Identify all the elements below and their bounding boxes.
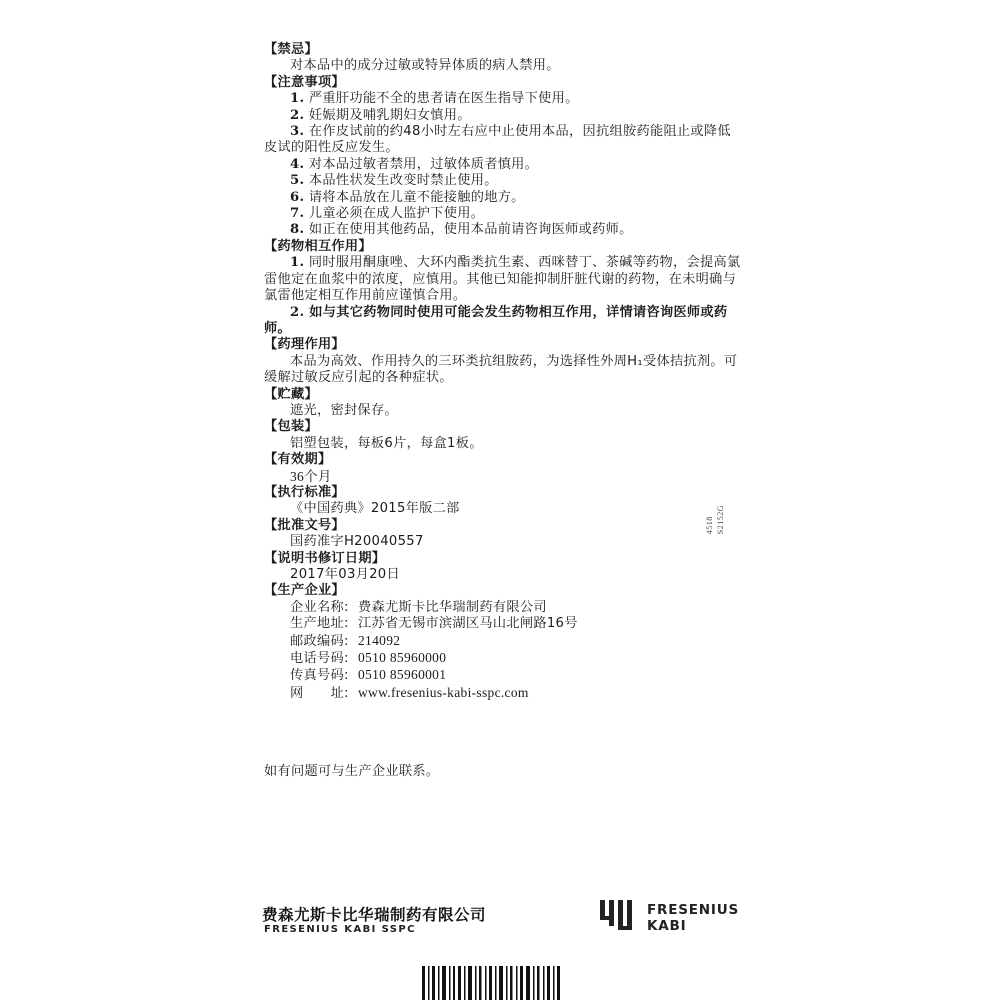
manufacturer-row: 传真号码: 0510 85960001: [290, 667, 447, 684]
precaution-item: 6. 请将本品放在儿童不能接触的地方。: [290, 189, 525, 205]
manufacturer-row: 生产地址: 江苏省无锡市滨湖区马山北闸路16号: [290, 616, 578, 632]
packaging-text: 铝塑包装，每板6片，每盒1板。: [290, 435, 483, 451]
section-heading-shelf-life: 【有效期】: [264, 452, 332, 468]
section-heading-contraindications: 【禁忌】: [264, 42, 318, 57]
precaution-item: 8. 如正在使用其他药品，使用本品前请咨询医师或药师。: [290, 222, 633, 238]
section-heading-storage: 【贮藏】: [264, 386, 318, 402]
precaution-item: 5. 本品性状发生改变时禁止使用。: [290, 173, 498, 189]
company-name-chinese: 费森尤斯卡比华瑞制药有限公司: [262, 906, 487, 924]
precaution-item: 3. 在作皮试前的约48小时左右应中止使用本品，因抗组胺药能阻止或降低皮试的阳性反应发生。: [264, 124, 731, 156]
precaution-item: 4. 对本品过敏者禁用，过敏体质者慎用。: [290, 156, 539, 172]
section-heading-packaging: 【包装】: [264, 419, 318, 435]
leaflet-body: [264, 42, 744, 702]
precaution-item: 2. 妊娠期及哺乳期妇女慎用。: [290, 107, 471, 123]
storage-text: 遮光，密封保存。: [290, 402, 398, 418]
section-heading-approval-number: 【批准文号】: [264, 517, 345, 533]
section-heading-revision-date: 【说明书修订日期】: [264, 550, 386, 566]
pharmacology-text: 本品为高效、作用持久的三环类抗组胺药，为选择性外周H₁受体拮抗剂。可缓解过敏反应引起的各种症状。: [264, 353, 738, 386]
shelf-life-text: 36个月: [290, 468, 332, 484]
section-heading-manufacturer: 【生产企业】: [264, 583, 345, 599]
standard-text: 《中国药典》2015年版二部: [290, 501, 460, 517]
fresenius-kabi-logo-text: FRESENIUS KABI: [647, 902, 739, 934]
interaction-item: 1. 同时服用酮康唑、大环内酯类抗生素、西咪替丁、茶碱等药物，会提高氯雷他定在血浆中的浓度，应慎用。其他已知能抑制肝脏代谢的药物，在未明确与氯雷他定相互作用前应谨慎合用。: [264, 255, 741, 304]
section-heading-precautions: 【注意事项】: [264, 74, 345, 90]
section-heading-standard: 【执行标准】: [264, 484, 345, 500]
approval-number-text: 国药准字H20040557: [290, 534, 424, 550]
side-print-code: 4518 S2152G: [705, 505, 725, 535]
interaction-item: 2. 如与其它药物同时使用可能会发生药物相互作用，详情请咨询医师或药师。: [264, 304, 728, 336]
revision-date-text: 2017年03月20日: [290, 567, 400, 582]
contact-note: 如有问题可与生产企业联系。: [264, 764, 440, 779]
precaution-item: 1. 严重肝功能不全的患者请在医生指导下使用。: [290, 91, 579, 107]
manufacturer-row: 邮政编码: 214092: [290, 632, 401, 649]
section-heading-pharmacology: 【药理作用】: [264, 337, 345, 353]
precaution-item: 7. 儿童必须在成人监护下使用。: [290, 206, 485, 222]
manufacturer-row: 网 址: www.fresenius-kabi-sspc.com: [290, 684, 529, 701]
fresenius-kabi-logo-icon: [598, 898, 636, 932]
section-heading-interactions: 【药物相互作用】: [264, 238, 372, 254]
company-name-english: FRESENIUS KABI SSPC: [264, 924, 416, 935]
manufacturer-row: 企业名称: 费森尤斯卡比华瑞制药有限公司: [290, 599, 547, 615]
contraindications-text: 对本品中的成分过敏或特异体质的病人禁用。: [290, 58, 560, 74]
manufacturer-row: 电话号码: 0510 85960000: [290, 650, 447, 667]
barcode: [422, 966, 562, 1000]
